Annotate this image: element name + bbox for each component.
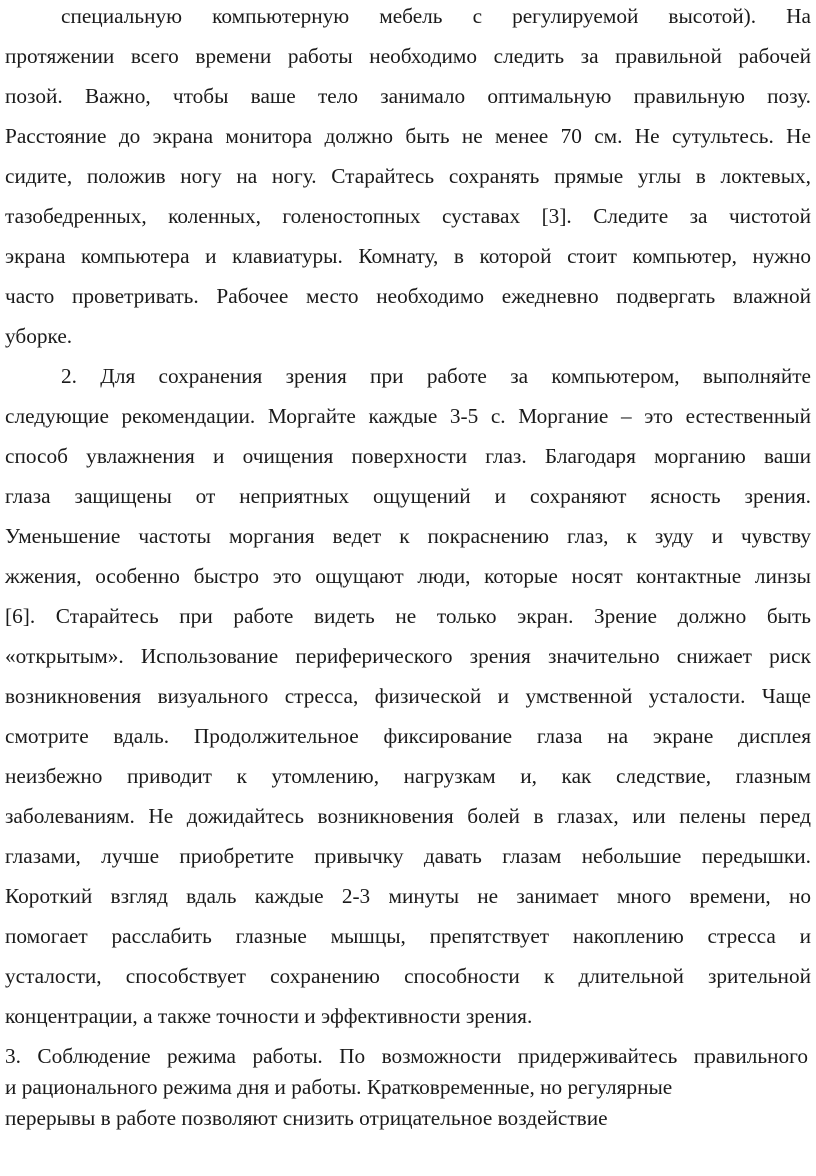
text-line: глаза защищены от неприятных ощущений и сохраняют ясность зрения. [5,484,811,508]
text-line: неизбежно приводит к утомлению, нагрузкам и, как следствие, глазным [5,764,811,788]
text-line: концентрации, а также точности и эффективности зрения. [5,1004,533,1028]
text-line: глазами, лучше приобретите привычку давать глазам небольшие передышки. [5,844,811,868]
text-line: 2. Для сохранения зрения при работе за компьютером, выполняйте [61,364,811,388]
text-line: Уменьшение частоты моргания ведет к покраснению глаз, к зуду и чувству [5,524,811,548]
text-line: и рационального режима дня и работы. Кратковременные, но регулярные [5,1075,673,1099]
text-line: смотрите вдаль. Продолжительное фиксирование глаза на экране дисплея [5,724,811,748]
text-line: позой. Важно, чтобы ваше тело занимало оптимальную правильную позу. [5,84,811,108]
text-line: часто проветривать. Рабочее место необходимо ежедневно подвергать влажной [5,284,811,308]
text-line: следующие рекомендации. Моргайте каждые 3-5 с. Моргание – это естественный [5,404,811,428]
text-line: «открытым». Использование периферического зрения значительно снижает риск [5,644,811,668]
text-line: усталости, способствует сохранению способности к длительной зрительной [5,964,811,988]
text-line: Расстояние до экрана монитора должно быть не менее 70 см. Не сутультесь. Не [5,124,811,148]
text-line: специальную компьютерную мебель с регулируемой высотой). На [61,4,811,28]
text-line: сидите, положив ногу на ногу. Старайтесь сохранять прямые углы в локтевых, [5,164,811,188]
text-line: протяжении всего времени работы необходимо следить за правильной рабочей [5,44,811,68]
text-line: помогает расслабить глазные мышцы, препятствует накоплению стресса и [5,924,811,948]
text-line: заболеваниям. Не дожидайтесь возникновения болей в глазах, или пелены перед [5,804,811,828]
text-line: 3. Соблюдение режима работы. По возможности придерживайтесь правильного [5,1044,808,1068]
text-line: Короткий взгляд вдаль каждые 2-3 минуты не занимает много времени, но [5,884,811,908]
text-line: уборке. [5,324,73,348]
text-line: жжения, особенно быстро это ощущают люди, которые носят контактные линзы [5,564,811,588]
text-line: способ увлажнения и очищения поверхности глаз. Благодаря морганию ваши [5,444,811,468]
text-line: [6]. Старайтесь при работе видеть не только экран. Зрение должно быть [5,604,811,628]
text-line: экрана компьютера и клавиатуры. Комнату, в которой стоит компьютер, нужно [5,244,811,268]
text-line: перерывы в работе позволяют снизить отрицательное воздействие [5,1106,608,1130]
text-line: тазобедренных, коленных, голеностопных суставах [3]. Следите за чистотой [5,204,811,228]
text-line: возникновения визуального стресса, физической и умственной усталости. Чаще [5,684,811,708]
